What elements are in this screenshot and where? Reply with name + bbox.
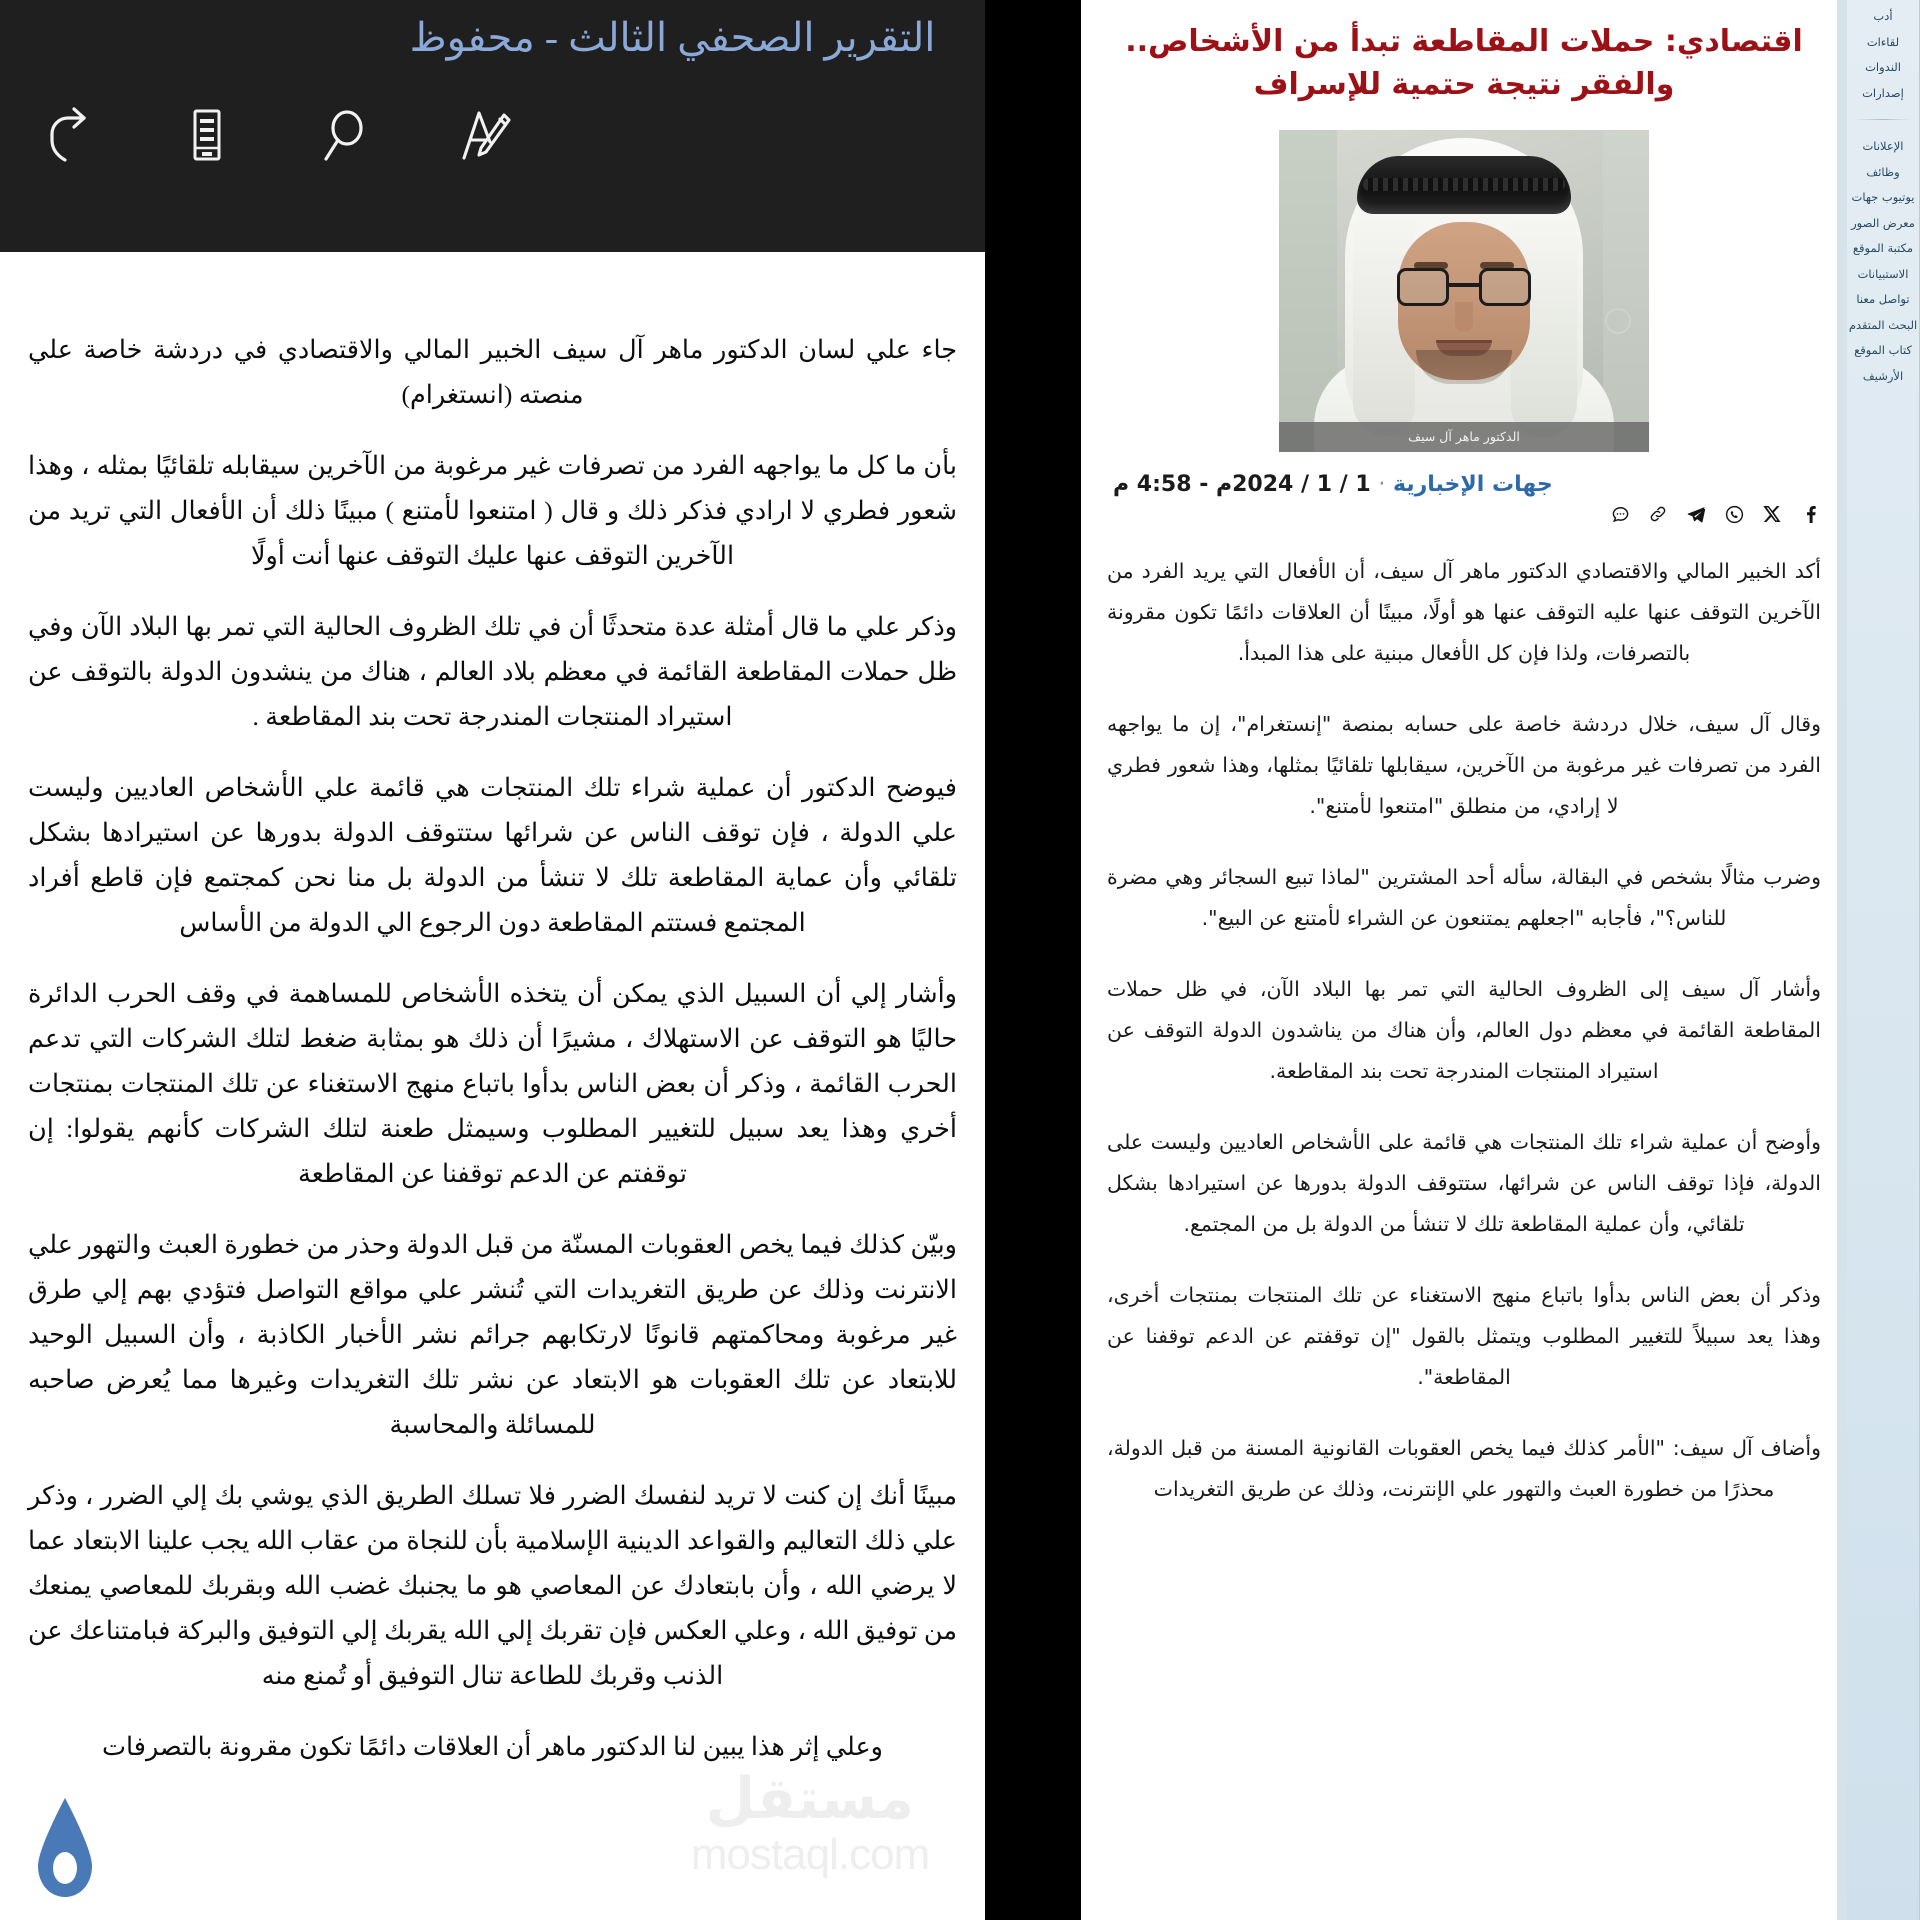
search-icon xyxy=(314,104,376,166)
nav-item-nadawat[interactable]: الندوات xyxy=(1865,60,1901,74)
article-paragraph: وذكر أن بعض الناس بدأوا باتباع منهج الاستغناء عن تلك المنتجات بمنتجات أخرى، وهذا يعد سبيلاً للتغيير المطلوب ويتمثل بالقول "إن توقفتم عن الدعم توقفنا عن المقاطعة". xyxy=(1107,1283,1821,1389)
article-paragraph: وقال آل سيف، خلال دردشة خاصة على حسابه بمنصة "إنستغرام"، إن ما يواجهه الفرد من تصرفات غير مرغوبة من الآخرين، سيقابلها تلقائيًا بمثلها، وهذا شعور فطري لا إرادي، من منطلق "امتنعوا لأمتنع". xyxy=(1107,712,1821,818)
doc-paragraph: جاء علي لسان الدكتور ماهر آل سيف الخبير المالي والاقتصادي في دردشة خاصة علي منصته (انستغرام) xyxy=(28,335,957,409)
annotate-icon xyxy=(452,104,514,166)
nav-item-archive[interactable]: الأرشيف xyxy=(1862,368,1904,383)
article-figure xyxy=(1279,130,1649,452)
article-paragraph: أكد الخبير المالي والاقتصادي الدكتور ماهر آل سيف، أن الأفعال التي يريد الفرد من الآخرين التوقف عنها عليه التوقف عنها هو أولًا، مبينًا أن العلاقات دائمًا تكون مقرونة بالتصرفات، ولذا فإن كل الأفعال مبنية على هذا المبدأ. xyxy=(1107,559,1821,665)
article-meta xyxy=(1107,472,1821,525)
nav-item-advanced-search[interactable]: البحث المتقدم xyxy=(1848,317,1918,332)
publish-date: 1 / 1 / 2024م - 4:58 م xyxy=(1113,472,1371,497)
document-title: التقرير الصحفي الثالث - محفوظ xyxy=(409,15,936,60)
nav-item-gallery[interactable]: معرض الصور xyxy=(1851,215,1915,230)
twitter-x-icon[interactable] xyxy=(1761,503,1783,525)
nav-item-contact[interactable]: تواصل معنا xyxy=(1856,292,1910,306)
doc-paragraph: مبينًا أنك إن كنت لا تريد لنفسك الضرر فلا تسلك الطريق الذي يوشي بك إلي الضرر ، وذكر علي ذلك التعاليم والقواعد الدينية الإسلامية بأن للنجاة من عقاب الله يجب علينا الابتعاد عما لا يرضي الله ، وأن بابتعادك عن المعاصي هو ما يجنبك غضب الله وبقربك للمعاصي يمنعك من توفيق الله ، وعلي العكس فإن تقربك إلي الله يقربك إلي التوفيق والبركة فبامتناعك عن الذنب وقربك للطاعة تنال التوفيق أو تُمنع منه xyxy=(28,1481,957,1690)
nav-item-jobs[interactable]: وظائف xyxy=(1866,164,1900,179)
search-button[interactable] xyxy=(306,96,384,174)
nav-item-surveys[interactable]: الاستبيانات xyxy=(1857,266,1909,281)
article-headline: اقتصادي: حملات المقاطعة تبدأ من الأشخاص.. والفقر نتيجة حتمية للإسراف xyxy=(1125,24,1803,102)
article-paragraph: وضرب مثالًا بشخص في البقالة، سأله أحد المشترين "لماذا تبيع السجائر وهي مضرة للناس؟"، فأجابه "اجعلهم يمتنعون عن الشراء لأمتنع عن البيع". xyxy=(1107,865,1821,930)
doc-paragraph: وأشار إلي أن السبيل الذي يمكن أن يتخذه الأشخاص للمساهمة في وقف الحرب الدائرة حاليًا هو التوقف عن الاستهلاك ، مشيرًا أن ذلك هو بمثابة ضغط لتلك الشركات التي تدعم الحرب القائمة ، وذكر أن بعض الناس بدأوا باتباع منهج الاستغناء عن تلك المنتجات بمنتجات أخري وهذا يعد سبيل للتغيير المطلوب وسيمثل طعنة لتلك الشركات كأنهم يقولوا: إن توقفتم عن الدعم توقفنا عن المقاطعة xyxy=(28,979,957,1188)
nav-item-isdarat[interactable]: إصدارات xyxy=(1862,85,1904,100)
nav-divider xyxy=(1855,119,1911,120)
undo-button[interactable] xyxy=(30,96,108,174)
article-paragraph: وأشار آل سيف إلى الظروف الحالية التي تمر بها البلاد الآن، في ظل حملات المقاطعة القائمة في معظم دول العالم، وأن هناك من يناشدون الدولة التوقف عن استيراد المنتجات المندرجة تحت بند المقاطعة. xyxy=(1107,977,1821,1083)
byline xyxy=(1113,472,1821,497)
article-body xyxy=(1107,551,1821,1510)
photo-caption: الدكتور ماهر آل سيف xyxy=(1279,422,1649,452)
doc-paragraph: بأن ما كل ما يواجهه الفرد من تصرفات غير مرغوبة من الآخرين سيقابله تلقائيًا بمثله ، وهذا شعور فطري لا ارادي فذكر ذلك و قال ( امتنعوا لأمتنع ) مبينًا ذلك أن الأفعال التي تريد من الآخرين التوقف عنها عليك التوقف عنها أنت أولًا xyxy=(28,451,957,570)
viewer-header xyxy=(0,0,985,252)
nav-item-adab[interactable]: أدب xyxy=(1873,9,1893,23)
nav-item-youtube[interactable]: يوتيوب جهات xyxy=(1851,190,1915,204)
document-text-area xyxy=(0,252,985,1920)
doc-paragraph: فيوضح الدكتور أن عملية شراء تلك المنتجات هي قائمة علي الأشخاص العاديين وليست علي الدولة ، فإن توقف الناس عن شرائها ستتوقف الدولة بدورها عن استيرادها بشكل تلقائي وأن عماية المقاطعة تلك لا تنشأ من الدولة بل منا نحن كمجتمع فإن قاطع أفراد المجتمع فستتم المقاطعة دون الرجوع الي الدولة من الأساس xyxy=(28,773,957,937)
nav-item-liqaat[interactable]: لقاءات xyxy=(1866,34,1900,49)
share-row xyxy=(1113,503,1821,525)
article-paragraph: وأضاف آل سيف: "الأمر كذلك فيما يخص العقوبات القانونية المسنة من قبل الدولة، محذرًا من خطورة العبث والتهور علي الإنترنت، وذلك عن طريق التغريدات xyxy=(1107,1436,1821,1501)
meta-separator: · xyxy=(1378,472,1386,497)
doc-paragraph: وعلي إثر هذا يبين لنا الدكتور ماهر أن العلاقات دائمًا تكون مقرونة بالتصرفات xyxy=(102,1732,883,1761)
article-right-edge xyxy=(1837,0,1847,1920)
comment-icon[interactable] xyxy=(1609,503,1631,525)
viewer-toolbar xyxy=(30,96,522,174)
app-logo xyxy=(34,1796,96,1900)
article-photo xyxy=(1279,130,1649,452)
whatsapp-icon[interactable] xyxy=(1723,503,1745,525)
nav-item-writers[interactable]: كتاب الموقع xyxy=(1854,343,1912,357)
facebook-icon[interactable] xyxy=(1799,503,1821,525)
undo-icon xyxy=(38,104,100,166)
source-link[interactable]: جهات الإخبارية xyxy=(1393,472,1553,497)
article-container xyxy=(1081,0,1847,1920)
nav-item-library[interactable]: مكتبة الموقع xyxy=(1852,241,1914,255)
doc-paragraph: وبيّن كذلك فيما يخص العقوبات المسنّة من قبل الدولة وحذر من خطورة العبث والتهور علي الانترنت وذلك عن طريق التغريدات التي تُنشر علي مواقع التواصل فتؤدي بهم إلي طرق غير مرغوبة ومحاكمتهم قانونًا لارتكابهم جرائم نشر الأخبار الكاذبة ، وأن السبيل الوحيد للابتعاد عن تلك العقوبات هو الابتعاد عن نشر تلك التغريدات وغيرها مما يُعرض صاحبه للمسائلة والمحاسبة xyxy=(28,1230,957,1439)
nav-item-ads[interactable]: الإعلانات xyxy=(1862,139,1904,153)
site-sidebar-nav xyxy=(1847,0,1920,1920)
annotate-button[interactable] xyxy=(444,96,522,174)
telegram-icon[interactable] xyxy=(1685,503,1707,525)
link-icon[interactable] xyxy=(1647,503,1669,525)
document-outline-button[interactable] xyxy=(168,96,246,174)
article-paragraph: وأوضح أن عملية شراء تلك المنتجات هي قائمة على الأشخاص العاديين وليست على الدولة، فإذا توقف الناس عن شرائها، ستتوقف الدولة بدورها عن استيرادها بشكل تلقائي، وأن عملية المقاطعة تلك لا تنشأ من الدولة بل من المجتمع. xyxy=(1107,1130,1821,1236)
news-site-pane xyxy=(985,0,1920,1920)
document-icon xyxy=(176,104,238,166)
doc-paragraph: وذكر علي ما قال أمثلة عدة متحدثًا أن في تلك الظروف الحالية التي تمر بها البلاد الآن وفي ظل حملات المقاطعة القائمة في معظم بلاد العالم ، هناك من ينشدون الدولة بالتوقف عن استيراد المنتجات المندرجة تحت بند المقاطعة . xyxy=(28,612,957,731)
